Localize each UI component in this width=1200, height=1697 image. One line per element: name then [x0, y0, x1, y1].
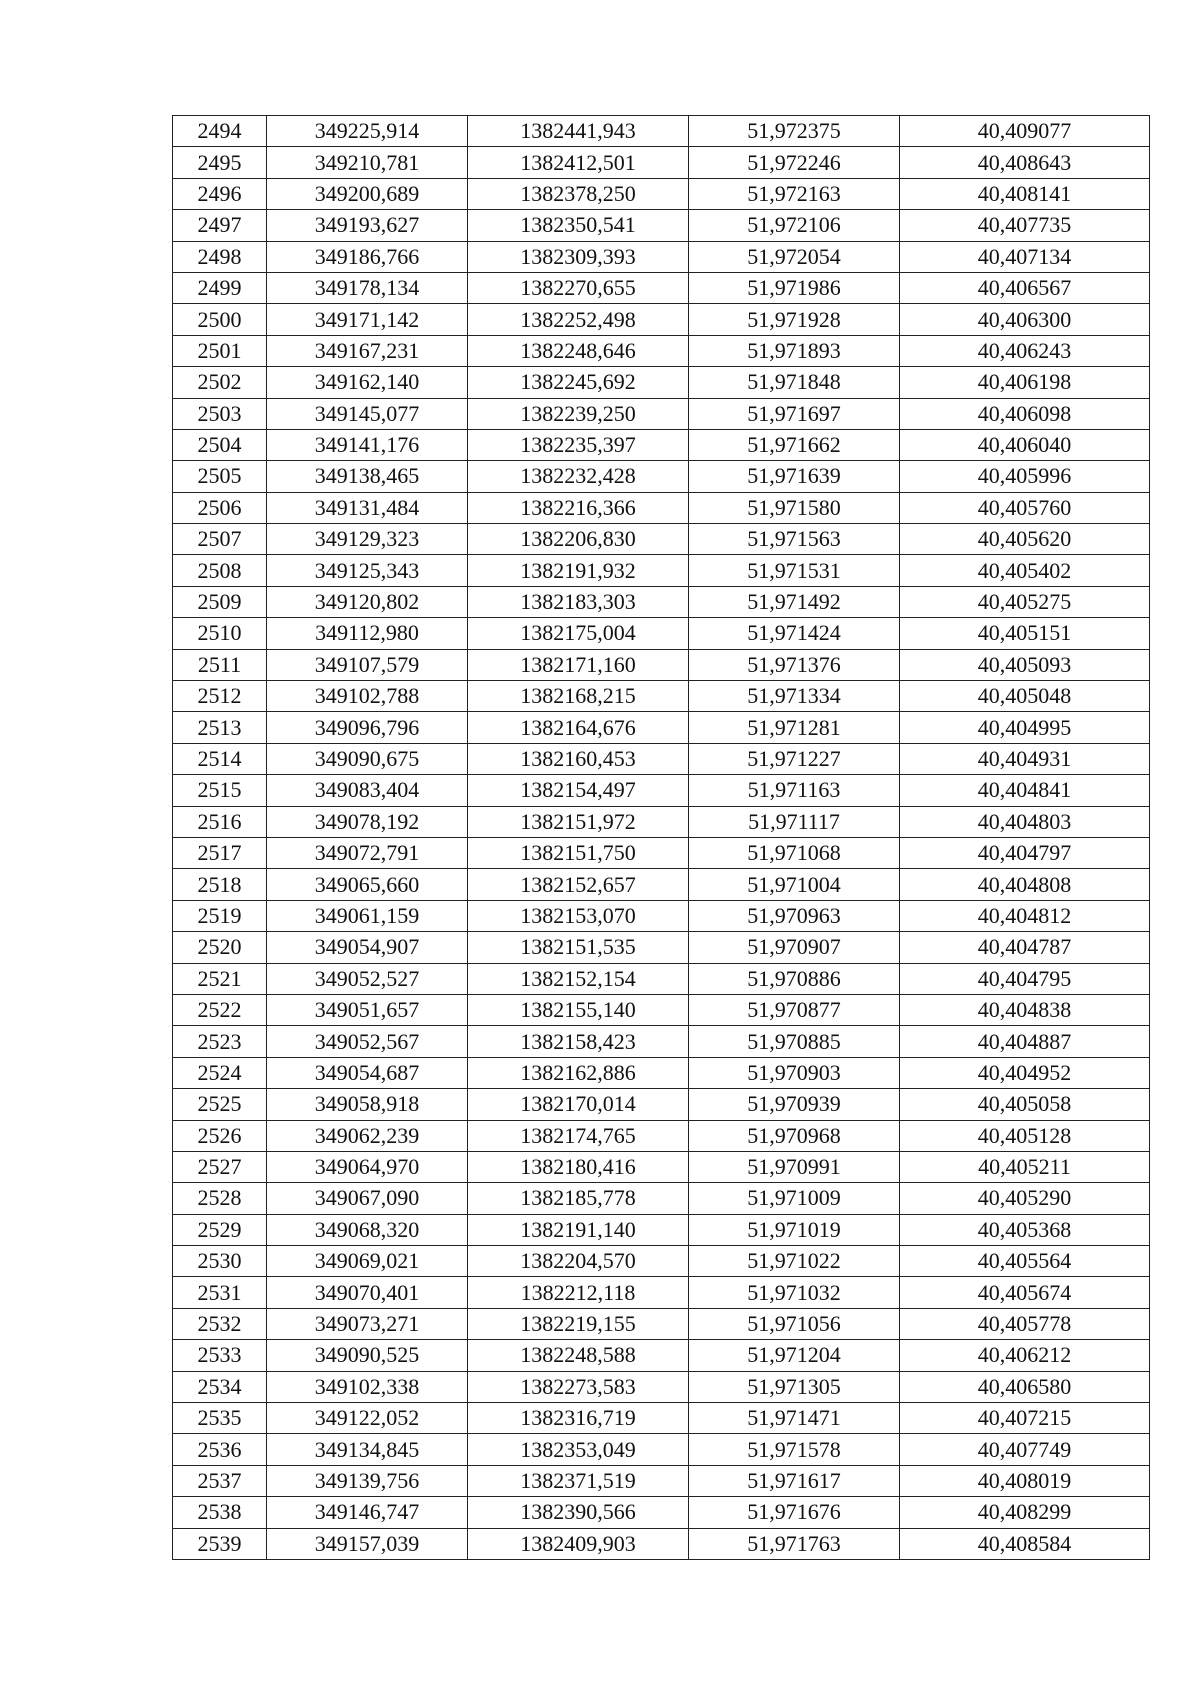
- point-number-cell: 2537: [173, 1465, 267, 1496]
- longitude-cell: 40,405760: [900, 492, 1150, 523]
- table-row: [173, 1026, 1150, 1057]
- table-row: [173, 272, 1150, 303]
- point-number-cell: 2500: [173, 304, 267, 335]
- longitude-cell: 40,406198: [900, 367, 1150, 398]
- table-row: [173, 1403, 1150, 1434]
- x-coordinate-cell: 349061,159: [267, 900, 468, 931]
- table-row: [173, 241, 1150, 272]
- longitude-cell: 40,405564: [900, 1246, 1150, 1277]
- point-number-cell: 2526: [173, 1120, 267, 1151]
- table-row: [173, 1528, 1150, 1559]
- x-coordinate-cell: 349120,802: [267, 586, 468, 617]
- latitude-cell: 51,971305: [689, 1371, 900, 1402]
- point-number-cell: 2516: [173, 806, 267, 837]
- y-coordinate-cell: 1382441,943: [468, 116, 689, 147]
- x-coordinate-cell: 349067,090: [267, 1183, 468, 1214]
- latitude-cell: 51,970907: [689, 932, 900, 963]
- x-coordinate-cell: 349058,918: [267, 1089, 468, 1120]
- latitude-cell: 51,971848: [689, 367, 900, 398]
- longitude-cell: 40,406580: [900, 1371, 1150, 1402]
- table-row: [173, 429, 1150, 460]
- x-coordinate-cell: 349070,401: [267, 1277, 468, 1308]
- x-coordinate-cell: 349069,021: [267, 1246, 468, 1277]
- longitude-cell: 40,405128: [900, 1120, 1150, 1151]
- point-number-cell: 2511: [173, 649, 267, 680]
- latitude-cell: 51,970885: [689, 1026, 900, 1057]
- x-coordinate-cell: 349102,338: [267, 1371, 468, 1402]
- y-coordinate-cell: 1382309,393: [468, 241, 689, 272]
- table-row: [173, 304, 1150, 335]
- latitude-cell: 51,971986: [689, 272, 900, 303]
- y-coordinate-cell: 1382378,250: [468, 178, 689, 209]
- x-coordinate-cell: 349162,140: [267, 367, 468, 398]
- longitude-cell: 40,407215: [900, 1403, 1150, 1434]
- y-coordinate-cell: 1382270,655: [468, 272, 689, 303]
- table-row: [173, 1371, 1150, 1402]
- longitude-cell: 40,404803: [900, 806, 1150, 837]
- latitude-cell: 51,971032: [689, 1277, 900, 1308]
- point-number-cell: 2515: [173, 775, 267, 806]
- latitude-cell: 51,971697: [689, 398, 900, 429]
- x-coordinate-cell: 349090,675: [267, 743, 468, 774]
- y-coordinate-cell: 1382191,932: [468, 555, 689, 586]
- point-number-cell: 2525: [173, 1089, 267, 1120]
- y-coordinate-cell: 1382371,519: [468, 1465, 689, 1496]
- latitude-cell: 51,972106: [689, 210, 900, 241]
- x-coordinate-cell: 349157,039: [267, 1528, 468, 1559]
- point-number-cell: 2497: [173, 210, 267, 241]
- x-coordinate-cell: 349062,239: [267, 1120, 468, 1151]
- point-number-cell: 2533: [173, 1340, 267, 1371]
- y-coordinate-cell: 1382185,778: [468, 1183, 689, 1214]
- latitude-cell: 51,971117: [689, 806, 900, 837]
- table-row: [173, 524, 1150, 555]
- latitude-cell: 51,971893: [689, 335, 900, 366]
- longitude-cell: 40,404812: [900, 900, 1150, 931]
- table-row: [173, 649, 1150, 680]
- longitude-cell: 40,405778: [900, 1308, 1150, 1339]
- latitude-cell: 51,971580: [689, 492, 900, 523]
- table-row: [173, 555, 1150, 586]
- table-row: [173, 1246, 1150, 1277]
- latitude-cell: 51,971004: [689, 869, 900, 900]
- longitude-cell: 40,405402: [900, 555, 1150, 586]
- latitude-cell: 51,970903: [689, 1057, 900, 1088]
- longitude-cell: 40,405093: [900, 649, 1150, 680]
- table-row: [173, 210, 1150, 241]
- point-number-cell: 2534: [173, 1371, 267, 1402]
- y-coordinate-cell: 1382155,140: [468, 994, 689, 1025]
- table-row: [173, 1214, 1150, 1245]
- point-number-cell: 2522: [173, 994, 267, 1025]
- y-coordinate-cell: 1382151,750: [468, 837, 689, 868]
- longitude-cell: 40,404952: [900, 1057, 1150, 1088]
- longitude-cell: 40,409077: [900, 116, 1150, 147]
- latitude-cell: 51,972163: [689, 178, 900, 209]
- latitude-cell: 51,971163: [689, 775, 900, 806]
- point-number-cell: 2520: [173, 932, 267, 963]
- latitude-cell: 51,972246: [689, 147, 900, 178]
- table-row: [173, 869, 1150, 900]
- point-number-cell: 2531: [173, 1277, 267, 1308]
- latitude-cell: 51,971281: [689, 712, 900, 743]
- table-row: [173, 116, 1150, 147]
- latitude-cell: 51,971531: [689, 555, 900, 586]
- longitude-cell: 40,405058: [900, 1089, 1150, 1120]
- x-coordinate-cell: 349052,567: [267, 1026, 468, 1057]
- table-row: [173, 586, 1150, 617]
- x-coordinate-cell: 349054,687: [267, 1057, 468, 1088]
- longitude-cell: 40,406243: [900, 335, 1150, 366]
- point-number-cell: 2538: [173, 1497, 267, 1528]
- y-coordinate-cell: 1382212,118: [468, 1277, 689, 1308]
- y-coordinate-cell: 1382412,501: [468, 147, 689, 178]
- latitude-cell: 51,971763: [689, 1528, 900, 1559]
- longitude-cell: 40,405275: [900, 586, 1150, 617]
- table-row: [173, 712, 1150, 743]
- latitude-cell: 51,971928: [689, 304, 900, 335]
- latitude-cell: 51,970991: [689, 1151, 900, 1182]
- point-number-cell: 2495: [173, 147, 267, 178]
- y-coordinate-cell: 1382206,830: [468, 524, 689, 555]
- latitude-cell: 51,971471: [689, 1403, 900, 1434]
- longitude-cell: 40,404808: [900, 869, 1150, 900]
- x-coordinate-cell: 349064,970: [267, 1151, 468, 1182]
- x-coordinate-cell: 349134,845: [267, 1434, 468, 1465]
- y-coordinate-cell: 1382316,719: [468, 1403, 689, 1434]
- y-coordinate-cell: 1382158,423: [468, 1026, 689, 1057]
- point-number-cell: 2535: [173, 1403, 267, 1434]
- longitude-cell: 40,405048: [900, 681, 1150, 712]
- x-coordinate-cell: 349052,527: [267, 963, 468, 994]
- table-row: [173, 1057, 1150, 1088]
- x-coordinate-cell: 349096,796: [267, 712, 468, 743]
- latitude-cell: 51,970968: [689, 1120, 900, 1151]
- x-coordinate-cell: 349129,323: [267, 524, 468, 555]
- coordinates-table: [172, 115, 1150, 1560]
- longitude-cell: 40,407735: [900, 210, 1150, 241]
- x-coordinate-cell: 349054,907: [267, 932, 468, 963]
- x-coordinate-cell: 349225,914: [267, 116, 468, 147]
- y-coordinate-cell: 1382239,250: [468, 398, 689, 429]
- latitude-cell: 51,970886: [689, 963, 900, 994]
- x-coordinate-cell: 349167,231: [267, 335, 468, 366]
- y-coordinate-cell: 1382191,140: [468, 1214, 689, 1245]
- longitude-cell: 40,404787: [900, 932, 1150, 963]
- point-number-cell: 2514: [173, 743, 267, 774]
- longitude-cell: 40,405674: [900, 1277, 1150, 1308]
- point-number-cell: 2508: [173, 555, 267, 586]
- table-row: [173, 743, 1150, 774]
- longitude-cell: 40,406040: [900, 429, 1150, 460]
- longitude-cell: 40,405996: [900, 461, 1150, 492]
- latitude-cell: 51,971676: [689, 1497, 900, 1528]
- y-coordinate-cell: 1382174,765: [468, 1120, 689, 1151]
- longitude-cell: 40,404838: [900, 994, 1150, 1025]
- table-row: [173, 147, 1150, 178]
- table-row: [173, 1308, 1150, 1339]
- longitude-cell: 40,408141: [900, 178, 1150, 209]
- table-row: [173, 1183, 1150, 1214]
- point-number-cell: 2503: [173, 398, 267, 429]
- x-coordinate-cell: 349146,747: [267, 1497, 468, 1528]
- x-coordinate-cell: 349186,766: [267, 241, 468, 272]
- x-coordinate-cell: 349193,627: [267, 210, 468, 241]
- point-number-cell: 2494: [173, 116, 267, 147]
- table-row: [173, 1434, 1150, 1465]
- table-row: [173, 900, 1150, 931]
- table-row: [173, 963, 1150, 994]
- point-number-cell: 2496: [173, 178, 267, 209]
- y-coordinate-cell: 1382151,972: [468, 806, 689, 837]
- y-coordinate-cell: 1382235,397: [468, 429, 689, 460]
- longitude-cell: 40,408019: [900, 1465, 1150, 1496]
- x-coordinate-cell: 349072,791: [267, 837, 468, 868]
- latitude-cell: 51,971009: [689, 1183, 900, 1214]
- y-coordinate-cell: 1382171,160: [468, 649, 689, 680]
- y-coordinate-cell: 1382350,541: [468, 210, 689, 241]
- x-coordinate-cell: 349090,525: [267, 1340, 468, 1371]
- x-coordinate-cell: 349139,756: [267, 1465, 468, 1496]
- x-coordinate-cell: 349102,788: [267, 681, 468, 712]
- x-coordinate-cell: 349210,781: [267, 147, 468, 178]
- x-coordinate-cell: 349112,980: [267, 618, 468, 649]
- x-coordinate-cell: 349131,484: [267, 492, 468, 523]
- table-row: [173, 367, 1150, 398]
- point-number-cell: 2536: [173, 1434, 267, 1465]
- point-number-cell: 2517: [173, 837, 267, 868]
- x-coordinate-cell: 349145,077: [267, 398, 468, 429]
- x-coordinate-cell: 349138,465: [267, 461, 468, 492]
- point-number-cell: 2501: [173, 335, 267, 366]
- latitude-cell: 51,970963: [689, 900, 900, 931]
- coordinates-table-body: [173, 116, 1150, 1560]
- point-number-cell: 2507: [173, 524, 267, 555]
- latitude-cell: 51,971227: [689, 743, 900, 774]
- table-row: [173, 178, 1150, 209]
- latitude-cell: 51,970877: [689, 994, 900, 1025]
- y-coordinate-cell: 1382390,566: [468, 1497, 689, 1528]
- table-row: [173, 461, 1150, 492]
- latitude-cell: 51,971578: [689, 1434, 900, 1465]
- point-number-cell: 2513: [173, 712, 267, 743]
- y-coordinate-cell: 1382153,070: [468, 900, 689, 931]
- y-coordinate-cell: 1382152,154: [468, 963, 689, 994]
- point-number-cell: 2527: [173, 1151, 267, 1182]
- table-row: [173, 1340, 1150, 1371]
- y-coordinate-cell: 1382219,155: [468, 1308, 689, 1339]
- x-coordinate-cell: 349200,689: [267, 178, 468, 209]
- point-number-cell: 2510: [173, 618, 267, 649]
- x-coordinate-cell: 349171,142: [267, 304, 468, 335]
- point-number-cell: 2521: [173, 963, 267, 994]
- table-row: [173, 994, 1150, 1025]
- y-coordinate-cell: 1382252,498: [468, 304, 689, 335]
- table-row: [173, 1089, 1150, 1120]
- point-number-cell: 2519: [173, 900, 267, 931]
- longitude-cell: 40,405151: [900, 618, 1150, 649]
- x-coordinate-cell: 349073,271: [267, 1308, 468, 1339]
- longitude-cell: 40,405620: [900, 524, 1150, 555]
- longitude-cell: 40,405211: [900, 1151, 1150, 1182]
- latitude-cell: 51,971068: [689, 837, 900, 868]
- point-number-cell: 2506: [173, 492, 267, 523]
- table-row: [173, 1277, 1150, 1308]
- longitude-cell: 40,406567: [900, 272, 1150, 303]
- point-number-cell: 2530: [173, 1246, 267, 1277]
- y-coordinate-cell: 1382248,646: [468, 335, 689, 366]
- y-coordinate-cell: 1382170,014: [468, 1089, 689, 1120]
- point-number-cell: 2498: [173, 241, 267, 272]
- longitude-cell: 40,406212: [900, 1340, 1150, 1371]
- table-row: [173, 1151, 1150, 1182]
- longitude-cell: 40,407749: [900, 1434, 1150, 1465]
- y-coordinate-cell: 1382162,886: [468, 1057, 689, 1088]
- point-number-cell: 2502: [173, 367, 267, 398]
- table-row: [173, 932, 1150, 963]
- y-coordinate-cell: 1382160,453: [468, 743, 689, 774]
- y-coordinate-cell: 1382248,588: [468, 1340, 689, 1371]
- x-coordinate-cell: 349107,579: [267, 649, 468, 680]
- longitude-cell: 40,408299: [900, 1497, 1150, 1528]
- latitude-cell: 51,971204: [689, 1340, 900, 1371]
- point-number-cell: 2518: [173, 869, 267, 900]
- latitude-cell: 51,970939: [689, 1089, 900, 1120]
- table-row: [173, 837, 1150, 868]
- y-coordinate-cell: 1382273,583: [468, 1371, 689, 1402]
- y-coordinate-cell: 1382216,366: [468, 492, 689, 523]
- y-coordinate-cell: 1382152,657: [468, 869, 689, 900]
- x-coordinate-cell: 349178,134: [267, 272, 468, 303]
- longitude-cell: 40,408584: [900, 1528, 1150, 1559]
- point-number-cell: 2528: [173, 1183, 267, 1214]
- point-number-cell: 2523: [173, 1026, 267, 1057]
- table-row: [173, 1120, 1150, 1151]
- longitude-cell: 40,404797: [900, 837, 1150, 868]
- y-coordinate-cell: 1382151,535: [468, 932, 689, 963]
- point-number-cell: 2499: [173, 272, 267, 303]
- y-coordinate-cell: 1382409,903: [468, 1528, 689, 1559]
- longitude-cell: 40,405290: [900, 1183, 1150, 1214]
- point-number-cell: 2524: [173, 1057, 267, 1088]
- table-row: [173, 1465, 1150, 1496]
- latitude-cell: 51,972375: [689, 116, 900, 147]
- latitude-cell: 51,971376: [689, 649, 900, 680]
- table-row: [173, 775, 1150, 806]
- longitude-cell: 40,406300: [900, 304, 1150, 335]
- latitude-cell: 51,971056: [689, 1308, 900, 1339]
- x-coordinate-cell: 349141,176: [267, 429, 468, 460]
- point-number-cell: 2505: [173, 461, 267, 492]
- x-coordinate-cell: 349068,320: [267, 1214, 468, 1245]
- table-row: [173, 1497, 1150, 1528]
- y-coordinate-cell: 1382232,428: [468, 461, 689, 492]
- y-coordinate-cell: 1382168,215: [468, 681, 689, 712]
- point-number-cell: 2532: [173, 1308, 267, 1339]
- point-number-cell: 2509: [173, 586, 267, 617]
- latitude-cell: 51,971639: [689, 461, 900, 492]
- y-coordinate-cell: 1382154,497: [468, 775, 689, 806]
- table-row: [173, 492, 1150, 523]
- longitude-cell: 40,406098: [900, 398, 1150, 429]
- latitude-cell: 51,971563: [689, 524, 900, 555]
- table-row: [173, 681, 1150, 712]
- longitude-cell: 40,404841: [900, 775, 1150, 806]
- point-number-cell: 2512: [173, 681, 267, 712]
- point-number-cell: 2529: [173, 1214, 267, 1245]
- longitude-cell: 40,404995: [900, 712, 1150, 743]
- latitude-cell: 51,971019: [689, 1214, 900, 1245]
- x-coordinate-cell: 349065,660: [267, 869, 468, 900]
- x-coordinate-cell: 349125,343: [267, 555, 468, 586]
- y-coordinate-cell: 1382245,692: [468, 367, 689, 398]
- point-number-cell: 2539: [173, 1528, 267, 1559]
- longitude-cell: 40,407134: [900, 241, 1150, 272]
- longitude-cell: 40,405368: [900, 1214, 1150, 1245]
- longitude-cell: 40,408643: [900, 147, 1150, 178]
- y-coordinate-cell: 1382183,303: [468, 586, 689, 617]
- longitude-cell: 40,404931: [900, 743, 1150, 774]
- table-row: [173, 806, 1150, 837]
- x-coordinate-cell: 349122,052: [267, 1403, 468, 1434]
- longitude-cell: 40,404795: [900, 963, 1150, 994]
- y-coordinate-cell: 1382204,570: [468, 1246, 689, 1277]
- latitude-cell: 51,971662: [689, 429, 900, 460]
- x-coordinate-cell: 349051,657: [267, 994, 468, 1025]
- x-coordinate-cell: 349083,404: [267, 775, 468, 806]
- y-coordinate-cell: 1382180,416: [468, 1151, 689, 1182]
- y-coordinate-cell: 1382164,676: [468, 712, 689, 743]
- y-coordinate-cell: 1382175,004: [468, 618, 689, 649]
- latitude-cell: 51,971022: [689, 1246, 900, 1277]
- x-coordinate-cell: 349078,192: [267, 806, 468, 837]
- point-number-cell: 2504: [173, 429, 267, 460]
- latitude-cell: 51,971424: [689, 618, 900, 649]
- latitude-cell: 51,971492: [689, 586, 900, 617]
- table-row: [173, 398, 1150, 429]
- y-coordinate-cell: 1382353,049: [468, 1434, 689, 1465]
- table-row: [173, 618, 1150, 649]
- longitude-cell: 40,404887: [900, 1026, 1150, 1057]
- latitude-cell: 51,971617: [689, 1465, 900, 1496]
- table-row: [173, 335, 1150, 366]
- latitude-cell: 51,972054: [689, 241, 900, 272]
- latitude-cell: 51,971334: [689, 681, 900, 712]
